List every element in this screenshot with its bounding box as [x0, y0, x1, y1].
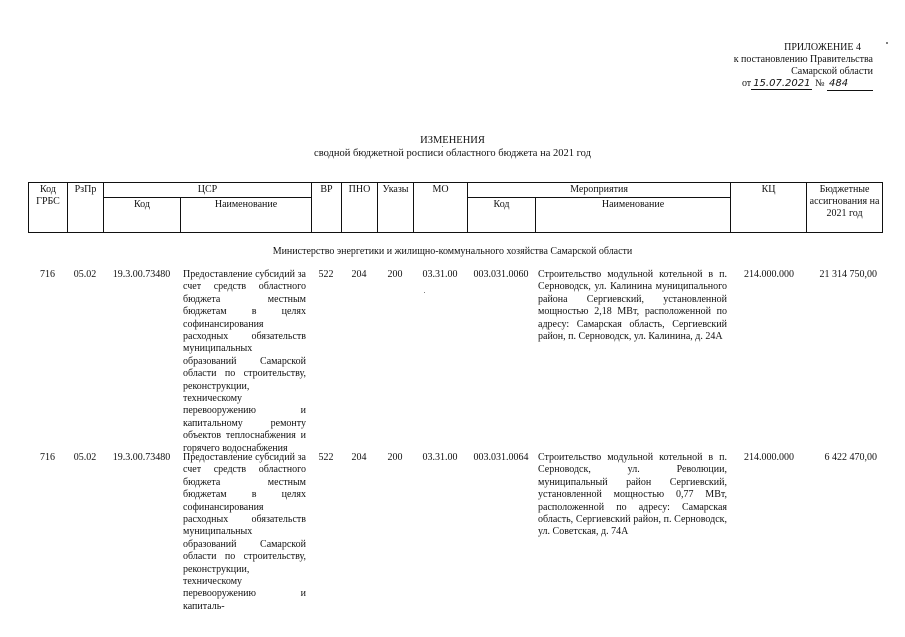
ministry-heading: Министерство энергетики и жилищно-коммунального хозяйства Самарской области	[272, 246, 633, 257]
cell-amount: 21 314 750,00	[819, 269, 877, 280]
cell-mer-name: Строительство модульной котельной в п. Серноводск, ул. Революции, муниципальный район Сергиевский, установленной мощностью 0,77 МВт, расположенной по адресу: Самарская область, Сергиевский район, п. Серноводск, ул. Советская, д. 74А	[538, 452, 727, 538]
cell-csr-name: Предоставление субсидий за счет средств областного бюджета местным бюджетам в целях софинансирования расходных обязательств муниципальных образований Самарской области по строительству, реконструкции, техническому перевооружению и капитальному ремонту объектов теплоснабжения и горячего водоснабжения	[183, 269, 306, 454]
title-line-2: сводной бюджетной росписи областного бюджета на 2021 год	[314, 148, 591, 159]
decree-date: 15.07.2021	[753, 78, 811, 89]
cell-vr: 522	[318, 269, 334, 280]
cell-rzpr: 05.02	[73, 452, 97, 463]
appendix-title: ПРИЛОЖЕНИЕ 4	[784, 42, 861, 53]
header-mer-name: Наименование	[536, 198, 731, 233]
cell-ukazy: 200	[387, 269, 403, 280]
scan-speck	[886, 42, 888, 44]
table-header	[28, 182, 883, 233]
cell-rzpr: 05.02	[73, 269, 97, 280]
header-budget: Бюджетные ассигнования на 2021 год	[807, 183, 883, 233]
header-csr-kod: Код	[104, 198, 181, 233]
header-csr: ЦСР	[104, 183, 312, 198]
cell-grbs: 716	[40, 269, 55, 280]
cell-amount: 6 422 470,00	[824, 452, 877, 463]
appendix-date-line	[673, 78, 873, 91]
title-line-1: ИЗМЕНЕНИЯ	[420, 135, 485, 146]
header-vr: ВР	[312, 183, 342, 233]
header-meropriyatiya: Мероприятия	[468, 183, 731, 198]
cell-ukazy: 200	[387, 452, 403, 463]
appendix-decree: к постановлению Правительства	[733, 54, 873, 65]
cell-grbs: 716	[40, 452, 55, 463]
header-ukazy: Указы	[378, 183, 414, 233]
cell-mer-code: 003.031.0064	[473, 452, 529, 463]
appendix-block	[673, 42, 873, 91]
header-kc: КЦ	[731, 183, 807, 233]
number-prefix: №	[814, 78, 825, 89]
scan-speck	[424, 292, 425, 293]
cell-pno: 204	[351, 452, 367, 463]
cell-csr-name: Предоставление субсидий за счет средств областного бюджета местным бюджетам в целях софинансирования расходных обязательств муниципальных образований Самарской области по строительству, реконструкции, техническому перевооружению и капиталь-	[183, 452, 306, 612]
header-mo: МО	[414, 183, 468, 233]
header-csr-name: Наименование	[181, 198, 312, 233]
header-kod-grbs: Код ГРБС	[29, 183, 68, 233]
cell-kc: 214.000.000	[744, 269, 794, 280]
scan-speck	[442, 146, 443, 147]
cell-mer-name: Строительство модульной котельной в п. Серноводск, ул. Калинина муниципального района Сергиевский, установленной мощностью 2,18 МВт, расположенной по адресу: Самарская область, Сергиевский район, п. Серноводск, ул. Калинина, д. 24А	[538, 269, 727, 343]
document-title	[0, 134, 905, 160]
decree-number: 484	[827, 78, 873, 91]
header-mer-kod: Код	[468, 198, 536, 233]
cell-mo: 03.31.00	[422, 269, 458, 280]
date-prefix: от	[741, 78, 752, 89]
appendix-region: Самарской области	[791, 66, 873, 77]
header-pno: ПНО	[342, 183, 378, 233]
header-rzpr: РзПр	[68, 183, 104, 233]
cell-csr-code: 19.3.00.73480	[112, 269, 171, 280]
cell-pno: 204	[351, 269, 367, 280]
cell-mer-code: 003.031.0060	[473, 269, 529, 280]
cell-vr: 522	[318, 452, 334, 463]
cell-kc: 214.000.000	[744, 452, 794, 463]
cell-csr-code: 19.3.00.73480	[112, 452, 171, 463]
cell-mo: 03.31.00	[422, 452, 458, 463]
